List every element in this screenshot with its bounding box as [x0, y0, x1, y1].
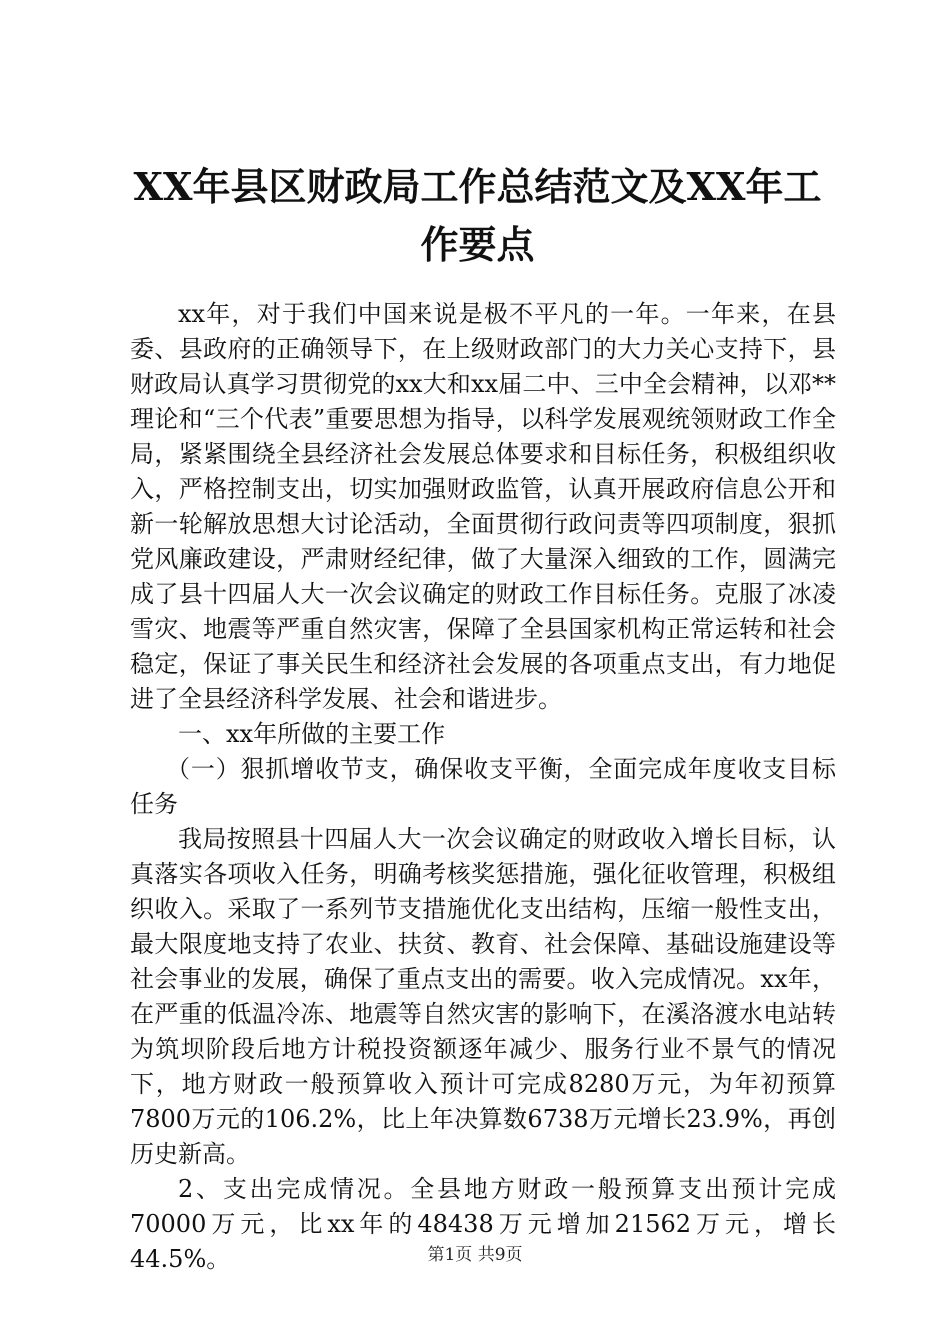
- subsection-heading: （一）狠抓增收节支，确保收支平衡，全面完成年度收支目标任务: [130, 755, 836, 818]
- document-body: [130, 297, 836, 1277]
- revenue-paragraph: 我局按照县十四届人大一次会议确定的财政收入增长目标，认真落实各项收入任务，明确考核奖惩措施，强化征收管理，积极组织收入。采取了一系列节支措施优化支出结构，压缩一般性支出，最大限度地支持了农业、扶贫、教育、社会保障、基础设施建设等社会事业的发展，确保了重点支出的需要。收入完成情况。xx年，在严重的低温冷冻、地震等自然灾害的影响下，在溪洛渡水电站转为筑坝阶段后地方计税投资额逐年减少、服务行业不景气的情况下，地方财政一般预算收入预计可完成8280万元，为年初预算7800万元的106.2%，比上年决算数6738万元增长23.9%，再创历史新高。: [130, 825, 836, 1168]
- page-footer: 第1页 共9页: [427, 1245, 523, 1265]
- intro-paragraph: xx年，对于我们中国来说是极不平凡的一年。一年来，在县委、县政府的正确领导下，在上级财政部门的大力关心支持下，县财政局认真学习贯彻党的xx大和xx届二中、三中全会精神，以邓**理论和“三个代表”重要思想为指导，以科学发展观统领财政工作全局，紧紧围绕全县经济社会发展总体要求和目标任务，积极组织收入，严格控制支出，切实加强财政监管，认真开展政府信息公开和新一轮解放思想大讨论活动，全面贯彻行政问责等四项制度，狠抓党风廉政建设，严肃财经纪律，做了大量深入细致的工作，圆满完成了县十四届人大一次会议确定的财政工作目标任务。克服了冰凌雪灾、地震等严重自然灾害，保障了全县国家机构正常运转和社会稳定，保证了事关民生和经济社会发展的各项重点支出，有力地促进了全县经济科学发展、社会和谐进步。: [130, 300, 836, 713]
- section-heading: 一、xx年所做的主要工作: [178, 720, 446, 748]
- expenditure-paragraph: 2、支出完成情况。全县地方财政一般预算支出预计完成70000万元，比xx年的48438万元增加21562万元，增长44.5%。: [130, 1175, 836, 1273]
- document-title: XX年县区财政局工作总结范文及XX年工作要点: [133, 164, 822, 267]
